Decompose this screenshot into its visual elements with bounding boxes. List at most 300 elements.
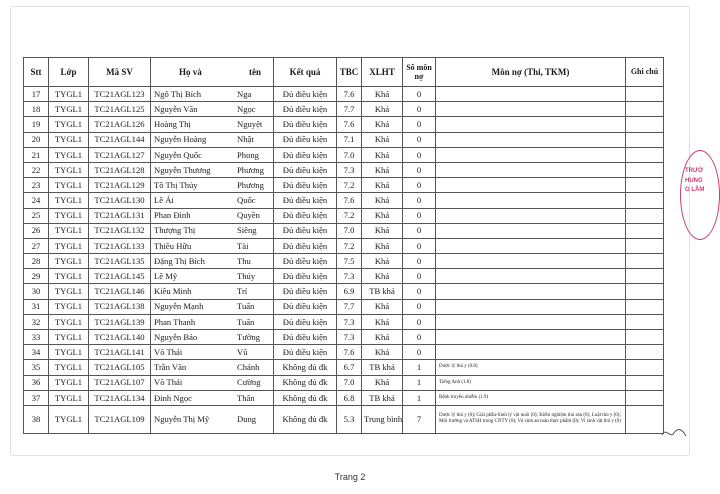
cell-student-id: TC21AGL123 (89, 87, 151, 102)
cell-class: TYGL1 (49, 345, 89, 360)
cell-gpa: 6.9 (337, 284, 362, 299)
cell-debt-count: 0 (403, 147, 436, 162)
cell-note (626, 375, 664, 390)
cell-surname: Thượng Thị (154, 225, 196, 236)
cell-stt: 25 (24, 208, 49, 223)
official-stamp (680, 150, 720, 240)
cell-given-name: Phương (237, 179, 264, 190)
cell-student-id: TC21AGL130 (89, 193, 151, 208)
cell-result: Đủ điều kiện (274, 269, 337, 284)
table-row (24, 375, 664, 390)
cell-fullname (151, 117, 274, 132)
table-row (24, 345, 664, 360)
cell-result: Đủ điều kiện (274, 299, 337, 314)
cell-debts: Bệnh truyền nhiễm (1.9) (436, 390, 626, 405)
table-row (24, 238, 664, 253)
signature-mark (660, 425, 690, 441)
cell-result: Đủ điều kiện (274, 102, 337, 117)
cell-gpa: 7.1 (337, 132, 362, 147)
cell-surname: Đặng Thị Bích (154, 255, 205, 266)
cell-result: Đủ điều kiện (274, 314, 337, 329)
cell-fullname (151, 208, 274, 223)
cell-debt-count: 0 (403, 314, 436, 329)
cell-fullname (151, 254, 274, 269)
cell-debt-count: 0 (403, 254, 436, 269)
cell-class: TYGL1 (49, 360, 89, 375)
cell-student-id: TC21AGL138 (89, 299, 151, 314)
cell-debts (436, 162, 626, 177)
cell-stt: 18 (24, 102, 49, 117)
cell-result: Đủ điều kiện (274, 208, 337, 223)
cell-class: TYGL1 (49, 375, 89, 390)
cell-rank: Khá (362, 147, 403, 162)
cell-stt: 20 (24, 132, 49, 147)
cell-given-name: Vũ (237, 346, 248, 357)
cell-stt: 32 (24, 314, 49, 329)
cell-fullname (151, 178, 274, 193)
cell-given-name: Thân (237, 392, 255, 403)
table-row (24, 314, 664, 329)
cell-debts (436, 117, 626, 132)
cell-fullname (151, 375, 274, 390)
cell-gpa: 5.3 (337, 405, 362, 433)
cell-student-id: TC21AGL134 (89, 390, 151, 405)
cell-rank: Khá (362, 299, 403, 314)
header-debts: Môn nợ (Thi, TKM) (436, 58, 626, 87)
cell-debts (436, 87, 626, 102)
cell-student-id: TC21AGL145 (89, 269, 151, 284)
table-row (24, 390, 664, 405)
cell-surname: Phan Thanh (154, 316, 196, 327)
cell-surname: Lê Ái (154, 195, 174, 206)
cell-debts (436, 345, 626, 360)
cell-stt: 33 (24, 330, 49, 345)
header-rank: XLHT (362, 58, 403, 87)
cell-rank: Khá (362, 238, 403, 253)
cell-fullname (151, 330, 274, 345)
cell-class: TYGL1 (49, 178, 89, 193)
cell-surname: Lê Mỹ (154, 271, 178, 282)
cell-fullname (151, 238, 274, 253)
cell-fullname (151, 223, 274, 238)
cell-student-id: TC21AGL127 (89, 147, 151, 162)
cell-result: Đủ điều kiện (274, 238, 337, 253)
header-debt-count: Số môn nợ (403, 58, 436, 87)
cell-gpa: 7.7 (337, 299, 362, 314)
cell-student-id: TC21AGL146 (89, 284, 151, 299)
cell-note (626, 208, 664, 223)
cell-surname: Ngô Thị Bích (154, 88, 202, 99)
cell-fullname (151, 390, 274, 405)
cell-rank: Khá (362, 162, 403, 177)
cell-fullname (151, 162, 274, 177)
cell-note (626, 178, 664, 193)
cell-debts (436, 299, 626, 314)
cell-rank: TB khá (362, 390, 403, 405)
cell-surname: Võ Thái (154, 346, 183, 357)
cell-student-id: TC21AGL131 (89, 208, 151, 223)
cell-debt-count: 0 (403, 345, 436, 360)
header-surname: Họ và (179, 66, 202, 77)
table-row (24, 208, 664, 223)
cell-gpa: 7.3 (337, 314, 362, 329)
stamp-line: TRƯỜ (685, 168, 704, 174)
cell-given-name: Tài (237, 240, 249, 251)
cell-rank: TB khá (362, 284, 403, 299)
cell-class: TYGL1 (49, 299, 89, 314)
cell-surname: Nguyễn Mạnh (154, 301, 204, 312)
cell-rank: Khá (362, 132, 403, 147)
cell-note (626, 117, 664, 132)
cell-fullname (151, 314, 274, 329)
table-row (24, 117, 664, 132)
cell-surname: Hoàng Thị (154, 119, 191, 130)
cell-debts (436, 132, 626, 147)
cell-stt: 37 (24, 390, 49, 405)
cell-surname: Nguyễn Thị Mỹ (154, 414, 210, 425)
header-student-id: Mã SV (89, 58, 151, 87)
cell-class: TYGL1 (49, 147, 89, 162)
cell-stt: 19 (24, 117, 49, 132)
cell-gpa: 7.0 (337, 375, 362, 390)
cell-gpa: 7.2 (337, 238, 362, 253)
cell-debt-count: 0 (403, 269, 436, 284)
cell-given-name: Quốc (237, 195, 256, 206)
cell-rank: TB khá (362, 360, 403, 375)
cell-given-name: Tuấn (237, 301, 255, 312)
cell-debt-count: 1 (403, 375, 436, 390)
header-stt: Stt (24, 58, 49, 87)
cell-surname: Nguyễn Bảo (154, 331, 198, 342)
cell-surname: Thiều Hữu (154, 240, 192, 251)
cell-note (626, 345, 664, 360)
cell-stt: 30 (24, 284, 49, 299)
cell-stt: 36 (24, 375, 49, 390)
header-class: Lớp (49, 58, 89, 87)
cell-debt-count: 0 (403, 117, 436, 132)
cell-result: Đủ điều kiện (274, 162, 337, 177)
table-row (24, 360, 664, 375)
cell-class: TYGL1 (49, 314, 89, 329)
cell-result: Đủ điều kiện (274, 345, 337, 360)
cell-stt: 29 (24, 269, 49, 284)
table-row (24, 269, 664, 284)
cell-result: Không đủ đk (274, 390, 337, 405)
cell-debt-count: 0 (403, 162, 436, 177)
cell-debts (436, 147, 626, 162)
cell-student-id: TC21AGL125 (89, 102, 151, 117)
cell-student-id: TC21AGL133 (89, 238, 151, 253)
cell-class: TYGL1 (49, 330, 89, 345)
cell-stt: 27 (24, 238, 49, 253)
cell-surname: Nguyễn Hoàng (154, 134, 207, 145)
cell-given-name: Cường (237, 377, 261, 388)
cell-result: Đủ điều kiện (274, 284, 337, 299)
cell-stt: 31 (24, 299, 49, 314)
header-given-name: tên (249, 66, 261, 77)
table-row (24, 223, 664, 238)
cell-debt-count: 0 (403, 208, 436, 223)
cell-class: TYGL1 (49, 87, 89, 102)
cell-rank: Khá (362, 208, 403, 223)
cell-debt-count: 0 (403, 284, 436, 299)
cell-given-name: Quyền (237, 210, 260, 221)
cell-stt: 23 (24, 178, 49, 193)
cell-stt: 24 (24, 193, 49, 208)
table-row (24, 178, 664, 193)
cell-student-id: TC21AGL107 (89, 375, 151, 390)
cell-debts (436, 193, 626, 208)
cell-class: TYGL1 (49, 269, 89, 284)
cell-student-id: TC21AGL128 (89, 162, 151, 177)
cell-student-id: TC21AGL132 (89, 223, 151, 238)
cell-gpa: 7.6 (337, 193, 362, 208)
cell-gpa: 7.5 (337, 254, 362, 269)
cell-class: TYGL1 (49, 284, 89, 299)
cell-surname: Kiều Minh (154, 286, 192, 297)
results-sheet (23, 57, 663, 434)
cell-rank: Khá (362, 254, 403, 269)
cell-fullname (151, 147, 274, 162)
cell-given-name: Phương (237, 164, 264, 175)
cell-given-name: Thu (237, 255, 251, 266)
cell-given-name: Nga (237, 88, 252, 99)
cell-class: TYGL1 (49, 254, 89, 269)
cell-rank: Khá (362, 117, 403, 132)
table-row (24, 330, 664, 345)
cell-note (626, 132, 664, 147)
cell-rank: Khá (362, 193, 403, 208)
cell-student-id: TC21AGL139 (89, 314, 151, 329)
stamp-line: G LÂM (685, 187, 705, 194)
cell-note (626, 87, 664, 102)
cell-result: Không đủ đk (274, 360, 337, 375)
cell-given-name: Chánh (237, 362, 260, 373)
stamp-line: HUNG (685, 177, 703, 184)
cell-given-name: Siêng (237, 225, 257, 236)
cell-stt: 38 (24, 405, 49, 433)
cell-result: Đủ điều kiện (274, 117, 337, 132)
cell-class: TYGL1 (49, 405, 89, 433)
cell-note (626, 405, 664, 433)
cell-debts (436, 238, 626, 253)
table-row (24, 299, 664, 314)
cell-given-name: Nguyệt (237, 119, 263, 130)
cell-debts (436, 254, 626, 269)
cell-student-id: TC21AGL126 (89, 117, 151, 132)
cell-given-name: Phong (237, 149, 259, 160)
cell-class: TYGL1 (49, 390, 89, 405)
cell-fullname (151, 360, 274, 375)
cell-surname: Nguyễn Văn (154, 103, 198, 114)
cell-debts (436, 223, 626, 238)
cell-note (626, 238, 664, 253)
header-fullname (151, 58, 274, 87)
cell-surname: Nguyễn Quốc (154, 149, 202, 160)
cell-debt-count: 0 (403, 223, 436, 238)
cell-student-id: TC21AGL144 (89, 132, 151, 147)
table-row (24, 254, 664, 269)
cell-gpa: 7.0 (337, 223, 362, 238)
cell-surname: Đinh Ngọc (154, 392, 192, 403)
cell-debt-count: 0 (403, 238, 436, 253)
cell-gpa: 7.6 (337, 117, 362, 132)
cell-debts (436, 208, 626, 223)
cell-result: Đủ điều kiện (274, 132, 337, 147)
cell-stt: 28 (24, 254, 49, 269)
cell-surname: Tô Thị Thúy (154, 179, 198, 190)
cell-note (626, 254, 664, 269)
cell-gpa: 7.3 (337, 269, 362, 284)
cell-debts (436, 178, 626, 193)
cell-rank: Khá (362, 330, 403, 345)
cell-student-id: TC21AGL109 (89, 405, 151, 433)
cell-given-name: Dung (237, 414, 257, 425)
cell-given-name: Ngọc (237, 103, 256, 114)
header-result: Kết quả (274, 58, 337, 87)
cell-result: Đủ điều kiện (274, 178, 337, 193)
cell-debts (436, 269, 626, 284)
cell-note (626, 269, 664, 284)
cell-rank: Khá (362, 223, 403, 238)
cell-rank: Khá (362, 345, 403, 360)
cell-result: Không đủ đk (274, 405, 337, 433)
page-number: Trang 2 (334, 472, 366, 482)
cell-note (626, 330, 664, 345)
cell-rank: Trung bình (362, 405, 403, 433)
cell-debt-count: 0 (403, 132, 436, 147)
cell-debts (436, 284, 626, 299)
cell-debt-count: 1 (403, 360, 436, 375)
table-row (24, 102, 664, 117)
cell-class: TYGL1 (49, 223, 89, 238)
table-row (24, 405, 664, 433)
cell-gpa: 7.3 (337, 330, 362, 345)
header-note: Ghi chú (626, 58, 664, 87)
cell-debts (436, 102, 626, 117)
cell-note (626, 147, 664, 162)
cell-debts (436, 330, 626, 345)
cell-debt-count: 0 (403, 330, 436, 345)
table-row (24, 87, 664, 102)
cell-stt: 22 (24, 162, 49, 177)
cell-stt: 34 (24, 345, 49, 360)
table-row (24, 132, 664, 147)
cell-gpa: 6.7 (337, 360, 362, 375)
cell-result: Không đủ đk (274, 375, 337, 390)
cell-gpa: 7.2 (337, 208, 362, 223)
cell-fullname (151, 299, 274, 314)
cell-debt-count: 7 (403, 405, 436, 433)
cell-debt-count: 0 (403, 87, 436, 102)
table-row (24, 162, 664, 177)
cell-fullname (151, 132, 274, 147)
cell-gpa: 7.6 (337, 345, 362, 360)
cell-result: Đủ điều kiện (274, 193, 337, 208)
table-row (24, 147, 664, 162)
cell-gpa: 7.3 (337, 162, 362, 177)
cell-class: TYGL1 (49, 208, 89, 223)
cell-result: Đủ điều kiện (274, 254, 337, 269)
cell-debt-count: 1 (403, 390, 436, 405)
cell-rank: Khá (362, 87, 403, 102)
table-row (24, 193, 664, 208)
cell-debt-count: 0 (403, 178, 436, 193)
cell-student-id: TC21AGL105 (89, 360, 151, 375)
cell-rank: Khá (362, 375, 403, 390)
cell-fullname (151, 345, 274, 360)
cell-note (626, 360, 664, 375)
cell-note (626, 102, 664, 117)
cell-class: TYGL1 (49, 132, 89, 147)
cell-gpa: 7.0 (337, 147, 362, 162)
cell-note (626, 299, 664, 314)
cell-class: TYGL1 (49, 193, 89, 208)
table-row (24, 284, 664, 299)
cell-note (626, 314, 664, 329)
cell-given-name: Tuấn (237, 316, 255, 327)
cell-gpa: 7.6 (337, 87, 362, 102)
cell-student-id: TC21AGL140 (89, 330, 151, 345)
cell-rank: Khá (362, 269, 403, 284)
cell-gpa: 7.2 (337, 178, 362, 193)
cell-rank: Khá (362, 178, 403, 193)
cell-debts: Dược lý thú y (0); Giải phẫu-Sinh lý vật nuôi (0); Kiểm nghiệm thú sản (0); Luật thú y (0); Môi trường và ATSH trong CNTY (0); Vệ sinh an toàn thực phẩm (0); Vi sinh vật thú y (0) (436, 405, 626, 433)
cell-class: TYGL1 (49, 162, 89, 177)
cell-stt: 26 (24, 223, 49, 238)
cell-given-name: Nhật (237, 134, 254, 145)
cell-fullname (151, 284, 274, 299)
cell-note (626, 162, 664, 177)
cell-stt: 21 (24, 147, 49, 162)
cell-given-name: Trí (237, 286, 248, 297)
cell-rank: Khá (362, 102, 403, 117)
cell-stt: 35 (24, 360, 49, 375)
cell-student-id: TC21AGL141 (89, 345, 151, 360)
cell-surname: Nguyễn Thương (154, 164, 211, 175)
cell-given-name: Thúy (237, 271, 256, 282)
cell-note (626, 284, 664, 299)
cell-debts (436, 314, 626, 329)
cell-fullname (151, 269, 274, 284)
cell-surname: Trần Văn (154, 362, 187, 373)
cell-student-id: TC21AGL135 (89, 254, 151, 269)
cell-result: Đủ điều kiện (274, 223, 337, 238)
cell-fullname (151, 193, 274, 208)
cell-debts: Dược lý thú y (0.8) (436, 360, 626, 375)
table-header-row (24, 58, 664, 87)
cell-surname: Phan Đình (154, 210, 191, 221)
results-table (23, 57, 664, 434)
header-gpa: TBC (337, 58, 362, 87)
cell-fullname (151, 87, 274, 102)
cell-note (626, 223, 664, 238)
cell-fullname (151, 102, 274, 117)
cell-result: Đủ điều kiện (274, 87, 337, 102)
cell-class: TYGL1 (49, 117, 89, 132)
cell-debt-count: 0 (403, 193, 436, 208)
cell-gpa: 6.8 (337, 390, 362, 405)
cell-stt: 17 (24, 87, 49, 102)
cell-class: TYGL1 (49, 102, 89, 117)
cell-surname: Võ Thái (154, 377, 183, 388)
cell-fullname (151, 405, 274, 433)
cell-result: Đủ điều kiện (274, 330, 337, 345)
cell-class: TYGL1 (49, 238, 89, 253)
table-body (24, 87, 664, 434)
cell-result: Đủ điều kiện (274, 147, 337, 162)
cell-rank: Khá (362, 314, 403, 329)
